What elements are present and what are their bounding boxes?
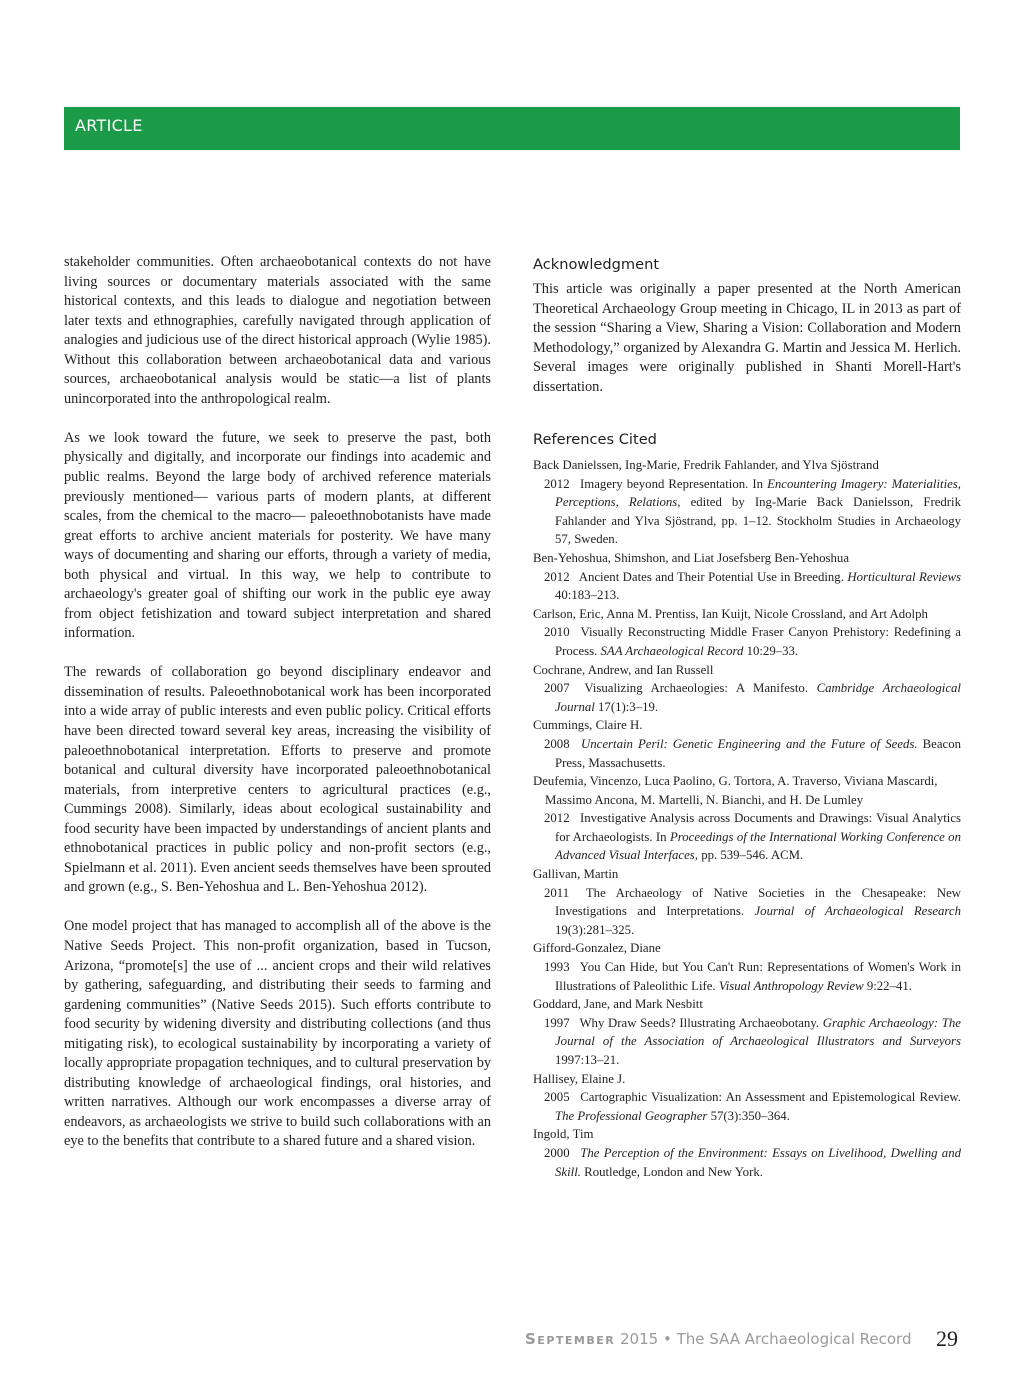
reference-source: SAA Archaeological Record [600, 643, 744, 658]
footer-month: September [525, 1330, 616, 1348]
section-label: ARTICLE [75, 116, 143, 135]
reference-year: 2012 [544, 569, 570, 584]
footer-journal: The SAA Archaeological Record [676, 1330, 912, 1348]
reference-details [533, 1144, 961, 1181]
reference-source: Encountering Imagery: Materialities, Perceptions, Relations, [555, 476, 961, 510]
reference-details [533, 809, 961, 865]
reference-publication-info: 40:183–213. [555, 588, 620, 603]
reference-entry [533, 772, 961, 865]
reference-year: 2011 [544, 885, 570, 900]
reference-title: Visually Reconstructing Middle Fraser Canyon Prehistory: Redefining a Process. [555, 625, 961, 658]
reference-authors: Back Danielssen, Ing-Marie, Fredrik Fahlander, and Ylva Sjöstrand [533, 458, 879, 472]
reference-title: Imagery beyond Representation. In [580, 476, 764, 491]
reference-title: Cartographic Visualization: An Assessment and Epistemological Review. [580, 1090, 961, 1105]
reference-entry [533, 939, 961, 995]
page-number: 29 [936, 1326, 958, 1351]
body-text-column [64, 253, 491, 1172]
reference-publication-info: 9:22–41. [866, 978, 912, 993]
reference-entry [533, 456, 961, 549]
reference-source: Horticultural Reviews [847, 569, 961, 584]
reference-year: 2000 [544, 1145, 570, 1160]
reference-title: You Can Hide, but You Can't Run: Representations of Women's Work in Illustrations of Paleolithic Life. [555, 960, 962, 993]
body-paragraph: stakeholder communities. Often archaeobotanical contexts do not have living sources or documentary materials associated with the same historical contexts, and this leads to dialogue and negotiation between later texts and ethnographies, carefully navigated through application of analogies and judicious use of the direct historical approach (Wylie 1985). Without this collaboration between archaeobotanical data and various sources, archaeobotanical analysis would be static—a list of plants unincorporated into the anthropological realm. [64, 254, 491, 407]
reference-source: The Professional Geographer [555, 1108, 708, 1123]
reference-year: 2008 [544, 736, 570, 751]
reference-entry [533, 549, 961, 605]
reference-source: Proceedings of the International Working Conference on Advanced Visual Interfaces, [555, 829, 961, 863]
reference-publication-info: 57(3):350–364. [710, 1108, 790, 1123]
body-paragraph: The rewards of collaboration go beyond disciplinary endeavor and dissemination of results. Paleoethnobotanical work has been incorporated into a wide array of public interests and even public policy. Critical efforts have been directed toward several key areas, increasing the visibility of paleoethnobotanical interpretation. Efforts to preserve and promote botanical and cultural diversity have incorporated paleoethnobotanical materials, from interpretive centers to agricultural practices (e.g., Cummings 2008). Similarly, ideas about ecological sustainability and food security have been impacted by understandings of ancient plants and ethnobotanical practices in public policy and non-profit sectors (e.g., Spielmann et al. 2011). Even ancient seeds themselves have been sprouted and grown (e.g., S. Ben-Yehoshua and L. Ben-Yehoshua 2012). [64, 664, 491, 896]
page-footer [525, 1327, 960, 1351]
reference-authors: Gifford-Gonzalez, Diane [533, 941, 661, 956]
reference-authors: Hallisey, Elaine J. [533, 1071, 626, 1086]
reference-entry [533, 1070, 961, 1126]
reference-title: Visualizing Archaeologies: A Manifesto. [584, 681, 809, 696]
reference-entry [533, 1125, 961, 1181]
reference-entry [533, 661, 961, 717]
reference-details [533, 1088, 961, 1125]
reference-entry [533, 995, 961, 1069]
reference-year: 2010 [544, 625, 570, 640]
reference-details [533, 623, 961, 660]
footer-year: 2015 [620, 1330, 659, 1348]
reference-title: Investigative Analysis across Documents and Drawings: Visual Analytics for Archaeologists. In [555, 811, 961, 844]
reference-publication-info: pp. 539–546. ACM. [701, 848, 804, 863]
reference-year: 2012 [544, 476, 570, 491]
footer-separator: • [662, 1330, 672, 1348]
reference-year: 1997 [544, 1015, 570, 1030]
reference-title: The Archaeology of Native Societies in the Chesapeake: New Investigations and Interpretations. [555, 885, 961, 919]
reference-publication-info: 10:29–33. [746, 643, 799, 658]
reference-publication-info: edited by Ing-Marie Back Danielsson, Fredrik Fahlander and Ylva Sjöstrand, pp. 1–12. Stockholm Studies in Archaeology 57, Sweden. [555, 495, 961, 547]
references-heading: References Cited [533, 431, 657, 448]
references-list [533, 456, 961, 1181]
reference-entry [533, 605, 961, 661]
reference-details [533, 1014, 961, 1070]
reference-source: Graphic Archaeology: The Journal of the Association of Archaeological Illustrators and Surveyors [555, 1015, 961, 1049]
reference-source: Uncertain Peril: Genetic Engineering and the Future of Seeds. [581, 736, 918, 751]
reference-authors: Goddard, Jane, and Mark Nesbitt [533, 997, 703, 1012]
reference-authors: Gallivan, Martin [533, 867, 619, 882]
reference-publication-info: 1997:13–21. [555, 1053, 620, 1067]
reference-details [533, 884, 961, 940]
reference-details [533, 735, 961, 772]
reference-publication-info: 17(1):3–19. [598, 699, 659, 714]
body-paragraph: As we look toward the future, we seek to preserve the past, both physically and digitally, and incorporate our findings into academic and public realms. Beyond the large body of archived reference materials previously mentioned— various parts of modern plants, at different scales, from the chemical to the macro— paleoethnobotanists have made great efforts to archive ancient materials for posterity. We have many ways of documenting and sharing our efforts, through a variety of media, both physical and virtual. In this way, we help to contribute to archaeology's greater goal of shifting our work in the public eye away from object fetishization and toward subject interpretation and shared information. [64, 429, 491, 642]
reference-source: Cambridge Archaeological Journal [555, 681, 961, 714]
reference-authors: Ingold, Tim [533, 1127, 594, 1142]
reference-authors: Cummings, Claire H. [533, 718, 643, 733]
reference-source: The Perception of the Environment: Essays on Livelihood, Dwelling and Skill. [555, 1145, 961, 1179]
reference-authors: Deufemia, Vincenzo, Luca Paolino, G. Tortora, A. Traverso, Viviana Mascardi, Massimo Ancona, M. Martelli, N. Bianchi, and H. De Lumley [533, 774, 938, 807]
body-paragraph: One model project that has managed to accomplish all of the above is the Native Seeds Project. This non-profit organization, based in Tucson, Arizona, “promote[s] the use of ... ancient crops and their wild relatives by gathering, safeguarding, and distributing their seeds to farming and gardening communities” (Native Seeds 2015). Such efforts contribute to food security by widening diversity and distributing collections (and thus mitigating risk), to ecological sustainability by incorporating a variety of locally appropriate propagation techniques, and to cultural preservation by distributing knowledge of archaeological findings, oral histories, and written narratives. Although our work encompasses a diverse array of endeavors, as archaeologists we strive to build such collaborations with an eye to the benefits that contribute to a shared future and a shared vision. [64, 918, 491, 1150]
reference-publication-info: 19(3):281–325. [555, 922, 635, 937]
reference-entry [533, 716, 961, 772]
reference-details [533, 958, 961, 995]
reference-details [533, 679, 961, 716]
reference-title: Why Draw Seeds? Illustrating Archaeobotany. [579, 1015, 820, 1030]
reference-year: 2007 [544, 681, 570, 696]
reference-authors: Carlson, Eric, Anna M. Prentiss, Ian Kuijt, Nicole Crossland, and Art Adolph [533, 606, 928, 621]
acknowledgment-heading: Acknowledgment [533, 256, 660, 273]
running-footer [525, 1330, 911, 1348]
reference-authors: Ben-Yehoshua, Shimshon, and Liat Josefsberg Ben-Yehoshua [533, 550, 850, 565]
reference-details [533, 568, 961, 605]
article-banner [64, 107, 960, 150]
acknowledgment-text: This article was originally a paper presented at the North American Theoretical Archaeology Group meeting in Chicago, IL in 2013 as part of the session “Sharing a View, Sharing a Vision: Collaboration and Modern Methodology,” organized by Alexandra G. Martin and Jessica M. Herlich. Several images were originally published in Shanti Morell-Hart's dissertation. [533, 281, 961, 395]
reference-source: Visual Anthropology Review [718, 978, 864, 993]
reference-year: 2005 [544, 1090, 570, 1105]
reference-publication-info: Routledge, London and New York. [584, 1164, 763, 1179]
reference-year: 1993 [544, 960, 570, 975]
reference-title: Ancient Dates and Their Potential Use in Breeding. [578, 569, 844, 584]
reference-publication-info: Beacon Press, Massachusetts. [555, 736, 961, 770]
reference-source: Journal of Archaeological Research [754, 904, 961, 919]
reference-authors: Cochrane, Andrew, and Ian Russell [533, 662, 714, 677]
reference-entry [533, 865, 961, 939]
reference-details [533, 475, 961, 549]
reference-year: 2012 [544, 811, 570, 826]
